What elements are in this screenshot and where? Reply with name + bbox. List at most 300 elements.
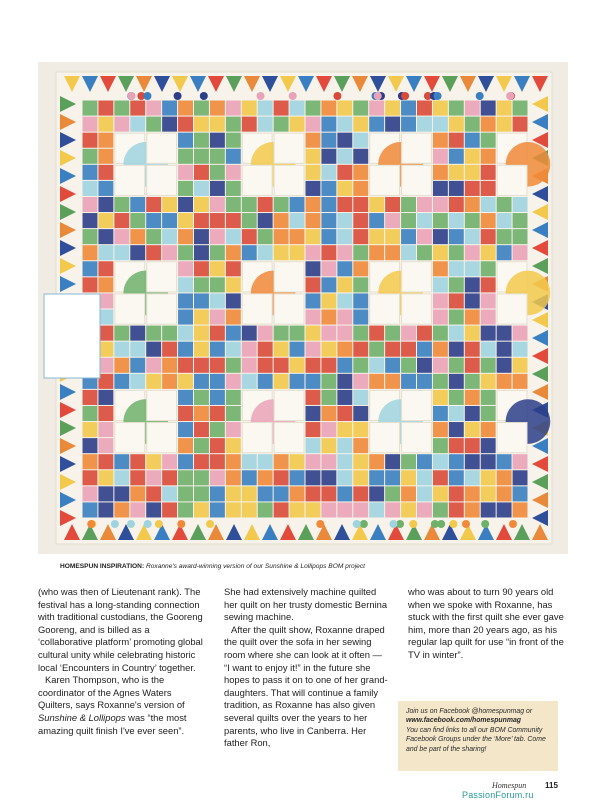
patch-square: [178, 390, 193, 405]
patch-square: [337, 277, 352, 292]
paragraph: She had extensively machine quilted her quilt on her trusty domestic Bernina sewing machine.: [224, 586, 388, 623]
patch-square: [210, 390, 225, 405]
patch-square: [274, 358, 289, 373]
patch-square: [481, 277, 496, 292]
patch-square: [258, 117, 273, 132]
patch-square: [306, 374, 321, 389]
yoyo-circle: [87, 520, 95, 528]
watermark: PassionForum.ru: [462, 790, 534, 800]
patch-square: [146, 358, 161, 373]
patch-square: [449, 165, 464, 180]
appliqué-block: [274, 423, 304, 453]
patch-square: [385, 374, 400, 389]
patch-square: [130, 486, 145, 501]
patch-square: [306, 197, 321, 212]
patch-square: [83, 229, 98, 244]
caption-lead: HOMESPUN INSPIRATION:: [60, 563, 145, 570]
patch-square: [162, 374, 177, 389]
patch-square: [433, 133, 448, 148]
patch-square: [210, 197, 225, 212]
patch-square: [433, 117, 448, 132]
patch-square: [417, 454, 432, 469]
patch-square: [162, 213, 177, 228]
patch-square: [417, 486, 432, 501]
patch-square: [98, 422, 113, 437]
patch-square: [497, 245, 512, 260]
patch-square: [274, 245, 289, 260]
patch-square: [433, 326, 448, 341]
patch-square: [321, 245, 336, 260]
patch-square: [321, 310, 336, 325]
patch-square: [210, 502, 225, 517]
patch-square: [162, 245, 177, 260]
patch-square: [481, 502, 496, 517]
patch-square: [321, 165, 336, 180]
patch-square: [433, 486, 448, 501]
patch-square: [83, 502, 98, 517]
patch-square: [226, 454, 241, 469]
patch-square: [417, 245, 432, 260]
patch-square: [321, 454, 336, 469]
patch-square: [481, 358, 496, 373]
patch-square: [385, 486, 400, 501]
patch-square: [449, 390, 464, 405]
patch-square: [162, 486, 177, 501]
patch-square: [465, 438, 480, 453]
patch-square: [369, 326, 384, 341]
patch-square: [433, 261, 448, 276]
patch-square: [194, 229, 209, 244]
yoyo-circle: [374, 92, 382, 100]
patch-square: [306, 229, 321, 244]
patch-square: [178, 406, 193, 421]
patch-square: [210, 406, 225, 421]
patch-square: [513, 117, 528, 132]
patch-square: [114, 245, 129, 260]
patch-square: [98, 438, 113, 453]
patch-square: [497, 101, 512, 116]
patch-square: [353, 149, 368, 164]
patch-square: [194, 101, 209, 116]
patch-square: [226, 213, 241, 228]
patch-square: [210, 245, 225, 260]
patch-square: [306, 149, 321, 164]
patch-square: [98, 277, 113, 292]
patch-square: [481, 117, 496, 132]
yoyo-circle: [389, 520, 397, 528]
patch-square: [274, 117, 289, 132]
appliqué-block: [370, 165, 400, 195]
patch-square: [146, 470, 161, 485]
patch-square: [194, 502, 209, 517]
patch-square: [83, 117, 98, 132]
yoyo-circle: [506, 92, 514, 100]
patch-square: [401, 245, 416, 260]
text-column-3: [408, 586, 573, 662]
quilt-title: Sunshine & Lollipops: [38, 711, 126, 723]
yoyo-circle: [127, 520, 135, 528]
patch-square: [481, 261, 496, 276]
patch-square: [353, 342, 368, 357]
patch-square: [353, 277, 368, 292]
patch-square: [194, 454, 209, 469]
patch-square: [226, 374, 241, 389]
patch-square: [98, 470, 113, 485]
patch-square: [337, 165, 352, 180]
patch-square: [321, 213, 336, 228]
patch-square: [417, 213, 432, 228]
patch-square: [433, 390, 448, 405]
yoyo-circle: [316, 520, 324, 528]
patch-square: [321, 502, 336, 517]
patch-square: [98, 245, 113, 260]
patch-square: [210, 213, 225, 228]
patch-square: [146, 229, 161, 244]
patch-square: [194, 293, 209, 308]
patch-square: [321, 342, 336, 357]
patch-square: [98, 486, 113, 501]
patch-square: [481, 406, 496, 421]
patch-square: [226, 342, 241, 357]
appliqué-block: [402, 165, 432, 195]
patch-square: [321, 390, 336, 405]
patch-square: [465, 502, 480, 517]
patch-square: [98, 197, 113, 212]
patch-square: [337, 326, 352, 341]
quilt-illustration: [38, 62, 568, 554]
patch-square: [194, 422, 209, 437]
patch-square: [337, 101, 352, 116]
patch-square: [353, 165, 368, 180]
patch-square: [337, 117, 352, 132]
appliqué-block: [274, 165, 304, 195]
patch-square: [449, 342, 464, 357]
patch-square: [513, 486, 528, 501]
appliqué-block: [274, 294, 304, 324]
patch-square: [306, 277, 321, 292]
patch-square: [337, 310, 352, 325]
patch-square: [146, 502, 161, 517]
patch-square: [481, 229, 496, 244]
patch-square: [353, 374, 368, 389]
yoyo-circle: [333, 92, 341, 100]
patch-square: [369, 342, 384, 357]
patch-square: [114, 454, 129, 469]
patch-square: [83, 133, 98, 148]
patch-square: [98, 374, 113, 389]
patch-square: [242, 117, 257, 132]
patch-square: [481, 422, 496, 437]
caption-text: Roxanne's award-winning version of our Sunshine & Lollipops BOM project: [145, 563, 365, 570]
appliqué-block: [242, 423, 272, 453]
patch-square: [401, 101, 416, 116]
patch-square: [353, 406, 368, 421]
appliqué-block: [147, 133, 177, 163]
patch-square: [449, 502, 464, 517]
patch-square: [497, 326, 512, 341]
patch-square: [401, 229, 416, 244]
patch-square: [417, 326, 432, 341]
patch-square: [353, 197, 368, 212]
patch-square: [337, 229, 352, 244]
patch-square: [210, 342, 225, 357]
patch-square: [306, 454, 321, 469]
patch-square: [385, 326, 400, 341]
patch-square: [385, 358, 400, 373]
patch-square: [162, 101, 177, 116]
patch-square: [258, 101, 273, 116]
patch-square: [385, 213, 400, 228]
patch-square: [401, 486, 416, 501]
patch-square: [130, 213, 145, 228]
patch-square: [449, 101, 464, 116]
patch-square: [417, 502, 432, 517]
patch-square: [433, 101, 448, 116]
patch-square: [321, 486, 336, 501]
patch-square: [433, 454, 448, 469]
patch-square: [513, 101, 528, 116]
patch-square: [98, 117, 113, 132]
patch-square: [449, 245, 464, 260]
patch-square: [481, 165, 496, 180]
patch-square: [513, 326, 528, 341]
patch-square: [385, 502, 400, 517]
patch-square: [274, 197, 289, 212]
patch-square: [465, 213, 480, 228]
patch-square: [226, 181, 241, 196]
patch-square: [353, 310, 368, 325]
patch-square: [353, 245, 368, 260]
appliqué-block: [370, 294, 400, 324]
patch-square: [513, 213, 528, 228]
appliqué-block: [115, 165, 145, 195]
patch-square: [353, 454, 368, 469]
patch-square: [98, 358, 113, 373]
patch-square: [385, 245, 400, 260]
yoyo-circle: [111, 520, 119, 528]
patch-square: [130, 117, 145, 132]
patch-square: [146, 117, 161, 132]
patch-square: [306, 438, 321, 453]
patch-square: [83, 470, 98, 485]
patch-square: [465, 117, 480, 132]
callout-line: You can find links to all our BOM Community Facebook Groups under the ‘More’ tab. Come and be part of the sharing!: [406, 726, 546, 753]
patch-square: [226, 133, 241, 148]
patch-square: [226, 117, 241, 132]
patch-square: [242, 229, 257, 244]
patch-square: [98, 181, 113, 196]
patch-square: [162, 358, 177, 373]
paragraph: (who was then of Lieutenant rank). The festival has a long-standing connection with traditional custodians, the Gooreng Gooreng, and is billed as a ‘collaborative platform’ promoting global cultural unity while celebrating historic local ‘Encounters in Country’ together.: [38, 586, 203, 673]
patch-square: [401, 358, 416, 373]
yoyo-circle: [155, 520, 163, 528]
patch-square: [433, 149, 448, 164]
patch-square: [274, 454, 289, 469]
patch-square: [353, 229, 368, 244]
patch-square: [178, 438, 193, 453]
patch-square: [465, 486, 480, 501]
patch-square: [274, 101, 289, 116]
facebook-link[interactable]: www.facebook.com/homespunmag: [406, 717, 521, 725]
patch-square: [481, 342, 496, 357]
patch-square: [274, 213, 289, 228]
patch-square: [337, 133, 352, 148]
patch-square: [98, 229, 113, 244]
patch-square: [242, 470, 257, 485]
text-column-2: [224, 586, 389, 750]
patch-square: [481, 213, 496, 228]
patch-square: [210, 310, 225, 325]
patch-square: [465, 470, 480, 485]
patch-square: [130, 229, 145, 244]
patch-square: [162, 117, 177, 132]
patch-square: [226, 229, 241, 244]
appliqué-block: [402, 133, 432, 163]
patch-square: [497, 117, 512, 132]
patch-square: [321, 422, 336, 437]
appliqué-block: [242, 165, 272, 195]
patch-square: [130, 358, 145, 373]
patch-square: [497, 502, 512, 517]
patch-square: [242, 245, 257, 260]
patch-square: [337, 390, 352, 405]
yoyo-circle: [128, 92, 136, 100]
patch-square: [226, 310, 241, 325]
patch-square: [258, 470, 273, 485]
patch-square: [178, 101, 193, 116]
patch-square: [274, 486, 289, 501]
yoyo-circle: [437, 520, 445, 528]
patch-square: [465, 326, 480, 341]
patch-square: [83, 101, 98, 116]
patch-square: [258, 229, 273, 244]
patch-square: [481, 438, 496, 453]
patch-square: [369, 213, 384, 228]
patch-square: [178, 229, 193, 244]
yoyo-circle: [434, 92, 442, 100]
patch-square: [258, 358, 273, 373]
yoyo-circle: [401, 92, 409, 100]
patch-square: [98, 454, 113, 469]
patch-square: [210, 277, 225, 292]
patch-square: [83, 454, 98, 469]
patch-square: [114, 326, 129, 341]
patch-square: [449, 374, 464, 389]
patch-square: [417, 229, 432, 244]
patch-square: [98, 342, 113, 357]
patch-square: [465, 245, 480, 260]
patch-square: [226, 406, 241, 421]
patch-square: [449, 229, 464, 244]
patch-square: [433, 406, 448, 421]
patch-square: [194, 149, 209, 164]
text-run: Karen Thompson, who is the coordinator of the Agnes Waters Quilters, says Roxanne's version of: [38, 674, 185, 711]
patch-square: [465, 165, 480, 180]
appliqué-block: [147, 390, 177, 420]
patch-square: [98, 406, 113, 421]
patch-square: [465, 390, 480, 405]
patch-square: [337, 245, 352, 260]
patch-square: [98, 165, 113, 180]
patch-square: [226, 245, 241, 260]
patch-square: [353, 101, 368, 116]
patch-square: [146, 326, 161, 341]
patch-square: [306, 310, 321, 325]
patch-square: [337, 181, 352, 196]
patch-square: [226, 293, 241, 308]
patch-square: [242, 358, 257, 373]
appliqué-block: [115, 294, 145, 324]
patch-square: [242, 342, 257, 357]
patch-square: [210, 165, 225, 180]
patch-square: [146, 454, 161, 469]
patch-square: [130, 374, 145, 389]
patch-square: [433, 310, 448, 325]
patch-square: [210, 101, 225, 116]
patch-square: [449, 326, 464, 341]
patch-square: [83, 261, 98, 276]
patch-square: [321, 229, 336, 244]
patch-square: [226, 261, 241, 276]
patch-square: [114, 342, 129, 357]
patch-square: [258, 454, 273, 469]
appliqué-block: [274, 262, 304, 292]
paragraph: After the quilt show, Roxanne draped the quilt over the sofa in her sewing room where she can look at it often — “I want to enjoy it!” in the future she hopes to pass it on to one of her grand-daughters. That will continue a family tradition, as Roxanne has also given several quilts over the years to her parents, who live in Canberra. Her father Ron,: [224, 623, 388, 749]
patch-square: [481, 181, 496, 196]
patch-square: [369, 245, 384, 260]
patch-square: [258, 486, 273, 501]
patch-square: [306, 406, 321, 421]
patch-square: [513, 245, 528, 260]
patch-square: [178, 133, 193, 148]
patch-square: [114, 374, 129, 389]
patch-square: [290, 229, 305, 244]
patch-square: [417, 101, 432, 116]
patch-square: [306, 293, 321, 308]
patch-square: [369, 229, 384, 244]
patch-square: [465, 422, 480, 437]
patch-square: [353, 486, 368, 501]
patch-square: [401, 454, 416, 469]
patch-square: [481, 293, 496, 308]
patch-square: [465, 101, 480, 116]
patch-square: [306, 470, 321, 485]
patch-square: [481, 486, 496, 501]
patch-square: [465, 293, 480, 308]
patch-square: [178, 165, 193, 180]
patch-square: [385, 197, 400, 212]
patch-square: [497, 229, 512, 244]
yoyo-circle: [449, 520, 457, 528]
patch-square: [194, 245, 209, 260]
patch-square: [401, 342, 416, 357]
patch-square: [162, 502, 177, 517]
patch-square: [465, 358, 480, 373]
patch-square: [369, 101, 384, 116]
patch-square: [481, 390, 496, 405]
patch-square: [226, 197, 241, 212]
patch-square: [83, 406, 98, 421]
appliqué-block: [402, 294, 432, 324]
patch-square: [146, 197, 161, 212]
patch-square: [306, 358, 321, 373]
patch-square: [146, 245, 161, 260]
patch-square: [306, 245, 321, 260]
patch-square: [433, 277, 448, 292]
photo-caption: [60, 562, 580, 571]
patch-square: [337, 406, 352, 421]
patch-square: [433, 502, 448, 517]
